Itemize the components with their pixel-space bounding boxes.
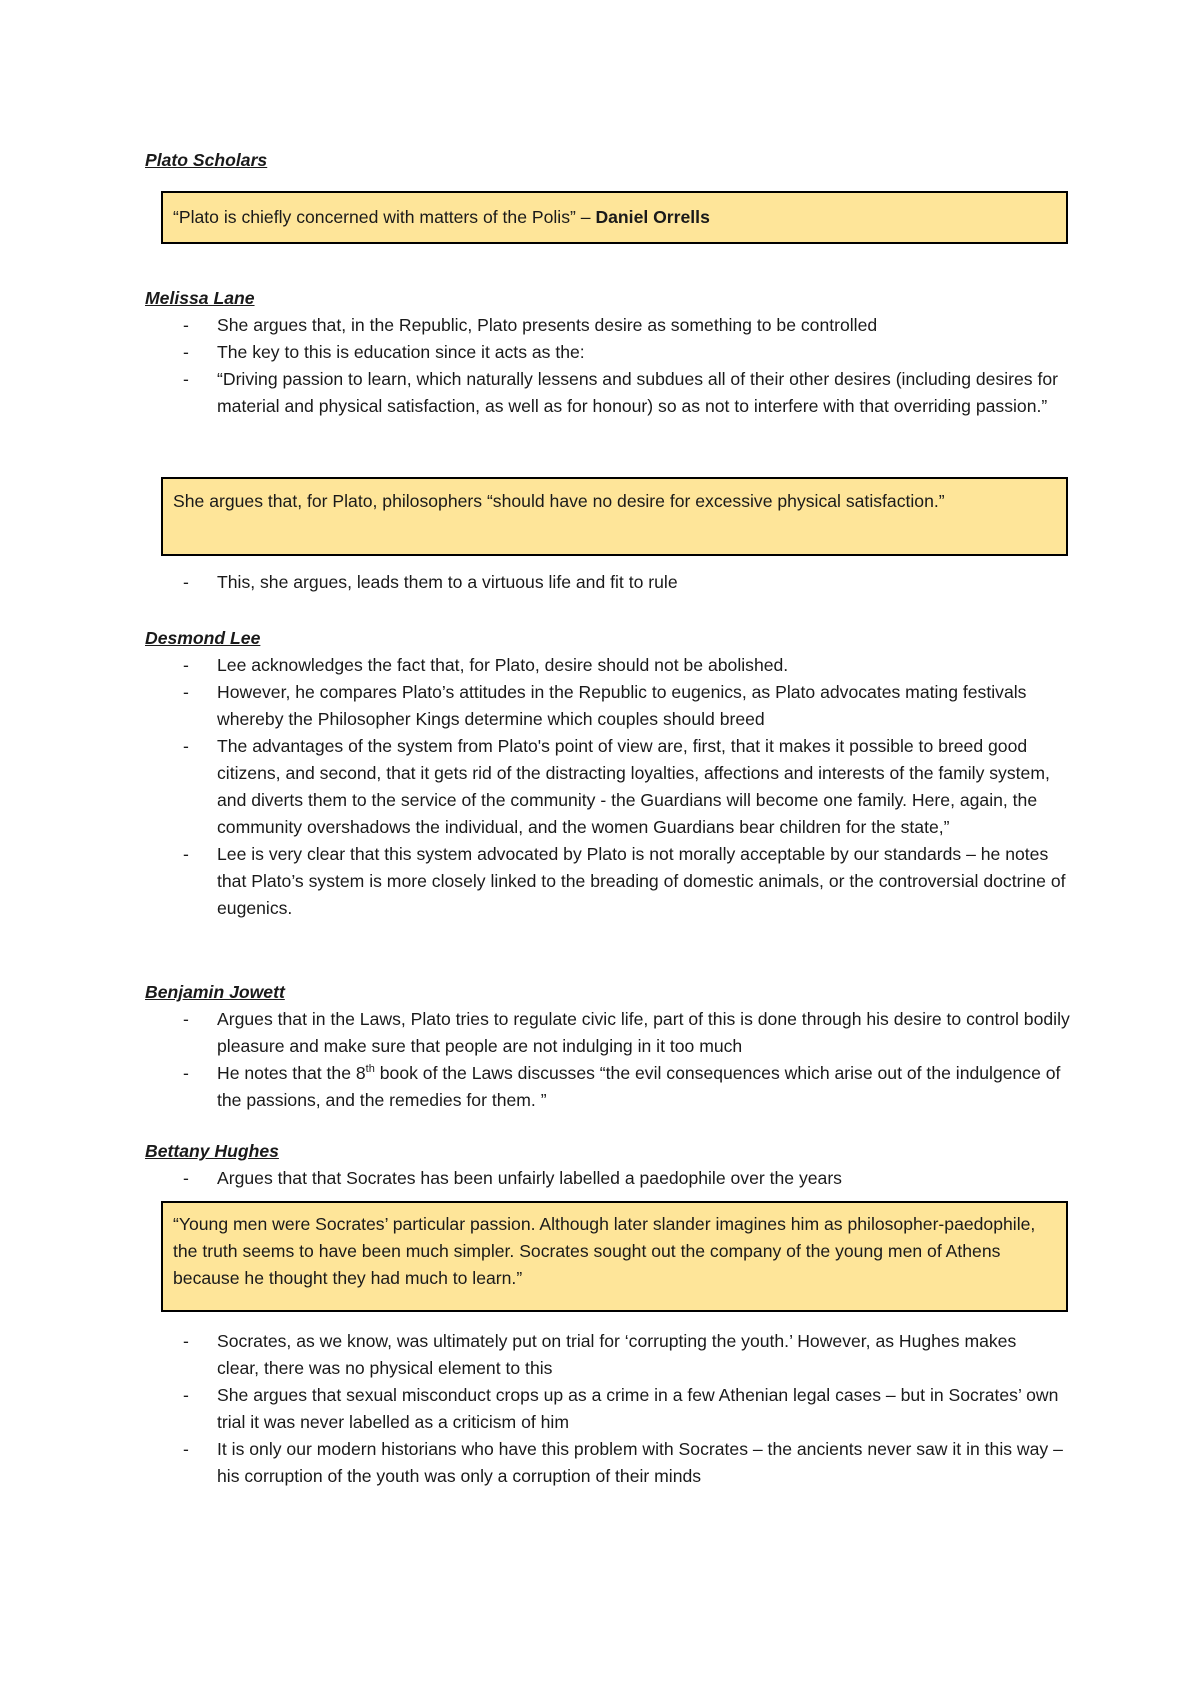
hughes-box-text: “Young men were Socrates’ particular passion. Although later slander imagines him as philosopher-paedophile, the truth seems to have been much simpler. Socrates sought out the company of the young men of Athens because he thought they had much to learn.” (173, 1214, 1036, 1288)
list-item: - Argues that that Socrates has been unfairly labelled a paedophile over the years (183, 1168, 842, 1188)
list-item: - Lee is very clear that this system advocated by Plato is not morally acceptable by our standards – he notes that Plato’s system is more closely linked to the breading of domestic animals, or the controversial doctrine of eugenics. (183, 844, 1066, 918)
section-heading: Melissa Lane (145, 288, 255, 308)
list-item: - However, he compares Plato’s attitudes in the Republic to eugenics, as Plato advocates mating festivals whereby the Philosopher Kings determine which couples should breed (183, 682, 1027, 729)
orrells-quote: “Plato is chiefly concerned with matters of the Polis” – (173, 207, 596, 227)
list-item: - Argues that in the Laws, Plato tries to regulate civic life, part of this is done through his desire to control bodily pleasure and make sure that people are not indulging in it too much (183, 1009, 1070, 1056)
lane-box-text: She argues that, for Plato, philosophers “should have no desire for excessive physical satisfaction.” (173, 491, 945, 511)
list-item: - It is only our modern historians who have this problem with Socrates – the ancients never saw it in this way – his corruption of the youth was only a corruption of their minds (183, 1439, 1063, 1486)
section-melissa-lane (145, 285, 1075, 420)
list-item: - She argues that, in the Republic, Plato presents desire as something to be controlled (183, 315, 878, 335)
page-title-row (145, 147, 1075, 174)
orrells-author: Daniel Orrells (595, 207, 710, 227)
section-lane-continued (145, 569, 1075, 596)
section-desmond-lee (145, 625, 1075, 922)
list-item: - This, she argues, leads them to a virtuous life and fit to rule (183, 572, 678, 592)
list-item: - She argues that sexual misconduct crops up as a crime in a few Athenian legal cases – but in Socrates’ own trial it was never labelled as a criticism of him (183, 1385, 1059, 1432)
section-heading: Desmond Lee (145, 628, 261, 648)
section-benjamin-jowett (145, 979, 1075, 1114)
bullet-list (145, 1006, 1075, 1114)
bullet-list (145, 312, 1075, 420)
bullet-list (145, 652, 1075, 922)
bullet-list (145, 1165, 1075, 1192)
section-heading: Bettany Hughes (145, 1141, 279, 1161)
list-item: - He notes that the 8th book of the Laws discusses “the evil consequences which arise out of the indulgence of the passions, and the remedies for them. ” (183, 1063, 1061, 1110)
quote-box-lane (161, 477, 1068, 556)
section-hughes-continued (145, 1328, 1075, 1490)
section-bettany-hughes (145, 1138, 1075, 1192)
list-item: - The advantages of the system from Plato's point of view are, first, that it makes it possible to breed good citizens, and second, that it gets rid of the distracting loyalties, affections and interests of the family system, and diverts them to the service of the community - the Guardians will become one family. Here, again, the community overshadows the individual, and the women Guardians bear children for the state,” (183, 736, 1050, 837)
page-title: Plato Scholars (145, 150, 268, 170)
list-item: - “Driving passion to learn, which naturally lessens and subdues all of their other desires (including desires for material and physical satisfaction, as well as for honour) so as not to interfere with that overriding passion.” (183, 369, 1059, 416)
list-item: - The key to this is education since it acts as the: (183, 342, 585, 362)
section-heading: Benjamin Jowett (145, 982, 285, 1002)
quote-box-orrells (161, 191, 1068, 244)
quote-box-hughes (161, 1201, 1068, 1312)
bullet-list (145, 1328, 1075, 1490)
bullet-list (145, 569, 1075, 596)
list-item: - Socrates, as we know, was ultimately put on trial for ‘corrupting the youth.’ However, as Hughes makes clear, there was no physical element to this (183, 1331, 1017, 1378)
list-item: - Lee acknowledges the fact that, for Plato, desire should not be abolished. (183, 655, 789, 675)
